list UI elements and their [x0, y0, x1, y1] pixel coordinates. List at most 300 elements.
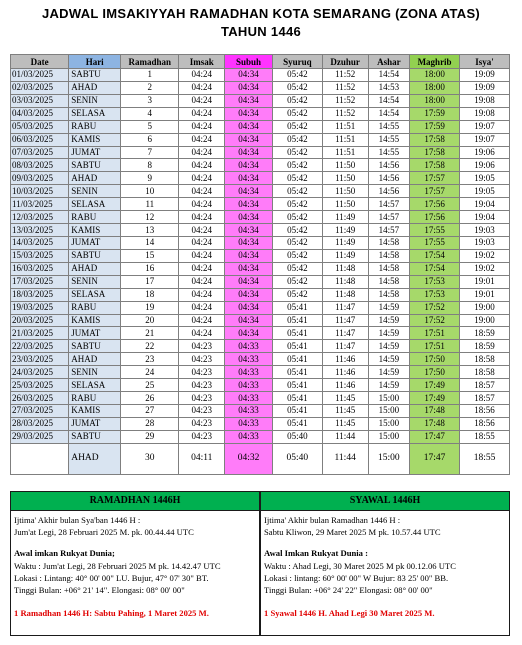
table-row	[11, 69, 510, 82]
syawal-box-header: SYAWAL 1446H	[261, 492, 509, 511]
cell-subuh: 04:34	[225, 301, 273, 314]
cell-dzuhur: 11:50	[322, 172, 368, 185]
cell-imsak: 04:24	[179, 94, 225, 107]
cell-imsak: 04:23	[179, 353, 225, 366]
syawal-conclusion: 1 Syawal 1446 H. Ahad Legi 30 Maret 2025 M.	[264, 608, 435, 619]
cell-date: 04/03/2025	[11, 107, 69, 120]
ramadhan-tinggi: Tinggi Bulan: +06° 21' 14". Elongasi: 08° 00' 00"	[14, 585, 185, 596]
table-row	[11, 146, 510, 159]
cell-hari: SELASA	[69, 107, 121, 120]
cell-ramadhan: 22	[121, 340, 179, 353]
cell-isya: 19:05	[460, 185, 510, 198]
syawal-awal-label: Awal Imkan Rukyat Dunia :	[264, 548, 368, 559]
cell-maghrib: 17:55	[410, 224, 460, 237]
cell-imsak: 04:24	[179, 262, 225, 275]
ramadhan-awal-label: Awal imkan Rukyat Dunia;	[14, 548, 115, 559]
cell-date: 12/03/2025	[11, 211, 69, 224]
cell-date: 23/03/2025	[11, 353, 69, 366]
cell-ashar: 14:58	[368, 236, 410, 249]
cell-dzuhur: 11:46	[322, 353, 368, 366]
cell-ramadhan: 20	[121, 314, 179, 327]
cell-dzuhur: 11:51	[322, 133, 368, 146]
cell-imsak: 04:23	[179, 366, 225, 379]
cell-hari: AHAD	[69, 172, 121, 185]
col-header-isya: Isya'	[460, 55, 510, 69]
cell-hari: RABU	[69, 120, 121, 133]
cell-isya: 19:01	[460, 288, 510, 301]
cell-dzuhur: 11:52	[322, 69, 368, 82]
syawal-ijtima-value: Sabtu Kliwon, 29 Maret 2025 M pk. 10.57.44 UTC	[264, 527, 441, 538]
cell-syuruq: 05:42	[272, 94, 322, 107]
cell-subuh: 04:34	[225, 224, 273, 237]
cell-dzuhur: 11:50	[322, 159, 368, 172]
table-row	[11, 430, 510, 443]
col-header-syuruq: Syuruq	[272, 55, 322, 69]
cell-isya: 19:04	[460, 198, 510, 211]
table-row	[11, 404, 510, 417]
cell-subuh: 04:34	[225, 146, 273, 159]
cell-date	[11, 443, 69, 474]
cell-dzuhur: 11:48	[322, 288, 368, 301]
cell-hari: SENIN	[69, 94, 121, 107]
cell-ashar: 14:56	[368, 185, 410, 198]
cell-dzuhur: 11:44	[322, 443, 368, 474]
cell-isya: 19:03	[460, 236, 510, 249]
cell-ramadhan: 30	[121, 443, 179, 474]
table-row	[11, 392, 510, 405]
table-row	[11, 417, 510, 430]
cell-dzuhur: 11:50	[322, 198, 368, 211]
table-row	[11, 133, 510, 146]
cell-ashar: 14:56	[368, 172, 410, 185]
cell-imsak: 04:24	[179, 185, 225, 198]
cell-ashar: 15:00	[368, 443, 410, 474]
cell-isya: 19:09	[460, 81, 510, 94]
cell-subuh: 04:33	[225, 404, 273, 417]
ramadhan-box-header: RAMADHAN 1446H	[11, 492, 259, 511]
cell-hari: JUMAT	[69, 146, 121, 159]
cell-date: 14/03/2025	[11, 236, 69, 249]
table-row	[11, 314, 510, 327]
cell-isya: 18:57	[460, 379, 510, 392]
cell-ramadhan: 15	[121, 249, 179, 262]
cell-subuh: 04:34	[225, 211, 273, 224]
cell-ashar: 14:58	[368, 249, 410, 262]
cell-imsak: 04:24	[179, 314, 225, 327]
cell-date: 26/03/2025	[11, 392, 69, 405]
cell-hari: AHAD	[69, 443, 121, 474]
cell-imsak: 04:24	[179, 288, 225, 301]
table-header	[11, 55, 510, 69]
cell-ashar: 14:59	[368, 366, 410, 379]
table-row	[11, 327, 510, 340]
cell-isya: 19:07	[460, 133, 510, 146]
cell-isya: 18:56	[460, 404, 510, 417]
cell-maghrib: 17:48	[410, 404, 460, 417]
cell-hari: KAMIS	[69, 404, 121, 417]
syawal-tinggi: Tinggi Bulan: +06° 24' 22" Elongasi: 08° 00' 00"	[264, 585, 433, 596]
cell-date: 02/03/2025	[11, 81, 69, 94]
cell-subuh: 04:34	[225, 69, 273, 82]
cell-maghrib: 17:56	[410, 198, 460, 211]
cell-hari: SABTU	[69, 430, 121, 443]
cell-dzuhur: 11:51	[322, 146, 368, 159]
cell-subuh: 04:33	[225, 340, 273, 353]
cell-subuh: 04:34	[225, 249, 273, 262]
cell-ashar: 14:58	[368, 262, 410, 275]
cell-dzuhur: 11:51	[322, 120, 368, 133]
cell-imsak: 04:24	[179, 275, 225, 288]
cell-isya: 19:03	[460, 224, 510, 237]
cell-date: 05/03/2025	[11, 120, 69, 133]
cell-syuruq: 05:41	[272, 353, 322, 366]
cell-subuh: 04:33	[225, 353, 273, 366]
table-row	[11, 198, 510, 211]
cell-syuruq: 05:41	[272, 301, 322, 314]
table-row	[11, 94, 510, 107]
cell-syuruq: 05:42	[272, 198, 322, 211]
cell-ramadhan: 29	[121, 430, 179, 443]
cell-syuruq: 05:42	[272, 107, 322, 120]
cell-dzuhur: 11:52	[322, 81, 368, 94]
cell-ramadhan: 9	[121, 172, 179, 185]
ramadhan-ijtima-label: Ijtima' Akhir bulan Sya'ban 1446 H :	[14, 515, 141, 525]
cell-syuruq: 05:41	[272, 314, 322, 327]
cell-syuruq: 05:42	[272, 185, 322, 198]
cell-ashar: 14:59	[368, 353, 410, 366]
cell-hari: RABU	[69, 211, 121, 224]
cell-isya: 19:08	[460, 107, 510, 120]
cell-date: 20/03/2025	[11, 314, 69, 327]
cell-imsak: 04:23	[179, 379, 225, 392]
cell-maghrib: 17:49	[410, 392, 460, 405]
cell-ramadhan: 7	[121, 146, 179, 159]
cell-ramadhan: 4	[121, 107, 179, 120]
cell-ramadhan: 26	[121, 392, 179, 405]
cell-ashar: 14:58	[368, 288, 410, 301]
cell-imsak: 04:11	[179, 443, 225, 474]
cell-isya: 18:57	[460, 392, 510, 405]
cell-syuruq: 05:40	[272, 430, 322, 443]
cell-imsak: 04:23	[179, 392, 225, 405]
col-header-dzuhur: Dzuhur	[322, 55, 368, 69]
cell-imsak: 04:23	[179, 430, 225, 443]
cell-isya: 19:05	[460, 172, 510, 185]
cell-syuruq: 05:42	[272, 236, 322, 249]
cell-subuh: 04:34	[225, 107, 273, 120]
cell-ramadhan: 14	[121, 236, 179, 249]
cell-maghrib: 17:50	[410, 353, 460, 366]
cell-dzuhur: 11:45	[322, 392, 368, 405]
cell-ashar: 14:55	[368, 120, 410, 133]
cell-isya: 19:07	[460, 120, 510, 133]
syawal-box-body	[261, 511, 509, 619]
cell-hari: KAMIS	[69, 133, 121, 146]
cell-ashar: 14:55	[368, 146, 410, 159]
cell-date: 19/03/2025	[11, 301, 69, 314]
cell-syuruq: 05:42	[272, 81, 322, 94]
ramadhan-conclusion: 1 Ramadhan 1446 H: Sabtu Pahing, 1 Maret 2025 M.	[14, 608, 209, 619]
cell-date: 15/03/2025	[11, 249, 69, 262]
cell-ashar: 15:00	[368, 430, 410, 443]
cell-ramadhan: 17	[121, 275, 179, 288]
cell-ashar: 14:53	[368, 81, 410, 94]
cell-date: 11/03/2025	[11, 198, 69, 211]
cell-maghrib: 17:58	[410, 159, 460, 172]
syawal-lokasi: Lokasi : lintang: 60° 00' 00" W Bujur: 83 25' 00" BB.	[264, 572, 449, 583]
table-row	[11, 81, 510, 94]
cell-isya: 19:00	[460, 314, 510, 327]
cell-maghrib: 17:49	[410, 379, 460, 392]
cell-ramadhan: 12	[121, 211, 179, 224]
cell-ashar: 14:54	[368, 107, 410, 120]
cell-hari: RABU	[69, 301, 121, 314]
cell-isya: 19:08	[460, 94, 510, 107]
cell-ashar: 14:54	[368, 94, 410, 107]
cell-imsak: 04:23	[179, 404, 225, 417]
cell-subuh: 04:33	[225, 430, 273, 443]
cell-subuh: 04:34	[225, 236, 273, 249]
table-row	[11, 211, 510, 224]
cell-maghrib: 17:57	[410, 172, 460, 185]
cell-ashar: 14:59	[368, 327, 410, 340]
cell-maghrib: 17:58	[410, 146, 460, 159]
cell-hari: AHAD	[69, 81, 121, 94]
cell-isya: 19:01	[460, 275, 510, 288]
cell-maghrib: 17:58	[410, 133, 460, 146]
cell-maghrib: 17:59	[410, 120, 460, 133]
cell-syuruq: 05:42	[272, 288, 322, 301]
cell-hari: RABU	[69, 392, 121, 405]
cell-isya: 19:06	[460, 159, 510, 172]
ramadhan-ijtima-value: Jum'at Legi, 28 Februari 2025 M. pk. 00.44.44 UTC	[14, 527, 194, 538]
cell-syuruq: 05:42	[272, 133, 322, 146]
cell-ashar: 15:00	[368, 392, 410, 405]
table-row	[11, 236, 510, 249]
cell-subuh: 04:34	[225, 198, 273, 211]
cell-ashar: 14:58	[368, 275, 410, 288]
cell-isya: 19:06	[460, 146, 510, 159]
cell-syuruq: 05:42	[272, 69, 322, 82]
cell-syuruq: 05:42	[272, 120, 322, 133]
syawal-info-box	[260, 491, 510, 636]
col-header-subuh: Subuh	[225, 55, 273, 69]
cell-imsak: 04:24	[179, 159, 225, 172]
cell-subuh: 04:32	[225, 443, 273, 474]
cell-ashar: 14:59	[368, 379, 410, 392]
page-title: JADWAL IMSAKIYYAH RAMADHAN KOTA SEMARANG (ZONA ATAS)	[41, 6, 481, 21]
cell-maghrib: 17:51	[410, 340, 460, 353]
cell-subuh: 04:33	[225, 379, 273, 392]
col-header-date: Date	[11, 55, 69, 69]
cell-dzuhur: 11:47	[322, 340, 368, 353]
cell-ramadhan: 21	[121, 327, 179, 340]
cell-hari: SENIN	[69, 185, 121, 198]
cell-imsak: 04:24	[179, 69, 225, 82]
cell-syuruq: 05:41	[272, 404, 322, 417]
cell-maghrib: 17:54	[410, 249, 460, 262]
col-header-maghrib: Maghrib	[410, 55, 460, 69]
cell-maghrib: 17:53	[410, 288, 460, 301]
cell-imsak: 04:24	[179, 146, 225, 159]
ramadhan-waktu: Waktu : Jum'at Legi, 28 Februari 2025 M pk. 14.42.47 UTC	[14, 560, 221, 571]
cell-syuruq: 05:42	[272, 262, 322, 275]
cell-hari: SABTU	[69, 249, 121, 262]
table-row	[11, 172, 510, 185]
cell-ramadhan: 5	[121, 120, 179, 133]
cell-isya: 19:02	[460, 262, 510, 275]
cell-date: 03/03/2025	[11, 94, 69, 107]
cell-isya: 18:56	[460, 417, 510, 430]
cell-syuruq: 05:42	[272, 146, 322, 159]
cell-hari: SABTU	[69, 159, 121, 172]
cell-isya: 19:04	[460, 211, 510, 224]
cell-maghrib: 17:52	[410, 301, 460, 314]
cell-maghrib: 17:55	[410, 236, 460, 249]
cell-imsak: 04:24	[179, 120, 225, 133]
col-header-hari: Hari	[69, 55, 121, 69]
cell-syuruq: 05:41	[272, 417, 322, 430]
cell-ramadhan: 25	[121, 379, 179, 392]
cell-ramadhan: 24	[121, 366, 179, 379]
cell-imsak: 04:24	[179, 211, 225, 224]
cell-dzuhur: 11:49	[322, 224, 368, 237]
cell-subuh: 04:33	[225, 392, 273, 405]
cell-hari: JUMAT	[69, 417, 121, 430]
cell-imsak: 04:24	[179, 107, 225, 120]
cell-dzuhur: 11:49	[322, 236, 368, 249]
cell-syuruq: 05:41	[272, 379, 322, 392]
table-row	[11, 262, 510, 275]
cell-ashar: 15:00	[368, 417, 410, 430]
syawal-ijtima-label: Ijtima' Akhir bulan Ramadhan 1446 H :	[264, 515, 401, 525]
cell-imsak: 04:24	[179, 224, 225, 237]
table-row	[11, 288, 510, 301]
cell-hari: SELASA	[69, 198, 121, 211]
cell-maghrib: 18:00	[410, 94, 460, 107]
cell-hari: SABTU	[69, 340, 121, 353]
cell-subuh: 04:34	[225, 159, 273, 172]
table-row	[11, 379, 510, 392]
cell-syuruq: 05:42	[272, 275, 322, 288]
cell-maghrib: 17:53	[410, 275, 460, 288]
cell-dzuhur: 11:46	[322, 379, 368, 392]
cell-syuruq: 05:42	[272, 249, 322, 262]
cell-maghrib: 17:51	[410, 327, 460, 340]
cell-date: 17/03/2025	[11, 275, 69, 288]
cell-dzuhur: 11:47	[322, 327, 368, 340]
cell-syuruq: 05:41	[272, 327, 322, 340]
cell-ashar: 14:54	[368, 69, 410, 82]
cell-ashar: 14:59	[368, 314, 410, 327]
cell-subuh: 04:34	[225, 327, 273, 340]
cell-maghrib: 18:00	[410, 69, 460, 82]
cell-imsak: 04:24	[179, 133, 225, 146]
cell-isya: 18:59	[460, 327, 510, 340]
table-row	[11, 107, 510, 120]
cell-dzuhur: 11:48	[322, 275, 368, 288]
col-header-imsak: Imsak	[179, 55, 225, 69]
cell-date: 10/03/2025	[11, 185, 69, 198]
cell-subuh: 04:33	[225, 417, 273, 430]
cell-ramadhan: 27	[121, 404, 179, 417]
cell-dzuhur: 11:49	[322, 211, 368, 224]
cell-isya: 19:02	[460, 249, 510, 262]
cell-subuh: 04:34	[225, 262, 273, 275]
cell-ashar: 14:59	[368, 301, 410, 314]
syawal-waktu: Waktu : Ahad Legi, 30 Maret 2025 M pk 00.12.06 UTC	[264, 560, 456, 571]
cell-ramadhan: 8	[121, 159, 179, 172]
cell-dzuhur: 11:44	[322, 430, 368, 443]
cell-subuh: 04:34	[225, 120, 273, 133]
cell-subuh: 04:34	[225, 172, 273, 185]
cell-ramadhan: 3	[121, 94, 179, 107]
cell-hari: KAMIS	[69, 314, 121, 327]
cell-maghrib: 17:48	[410, 417, 460, 430]
cell-isya: 18:59	[460, 340, 510, 353]
cell-ramadhan: 13	[121, 224, 179, 237]
cell-syuruq: 05:42	[272, 159, 322, 172]
cell-syuruq: 05:41	[272, 392, 322, 405]
cell-ramadhan: 2	[121, 81, 179, 94]
cell-subuh: 04:34	[225, 275, 273, 288]
cell-isya: 19:00	[460, 301, 510, 314]
cell-ashar: 14:55	[368, 133, 410, 146]
cell-date: 22/03/2025	[11, 340, 69, 353]
table-row	[11, 185, 510, 198]
cell-maghrib: 17:57	[410, 185, 460, 198]
cell-dzuhur: 11:47	[322, 301, 368, 314]
table-row	[11, 120, 510, 133]
cell-ashar: 14:59	[368, 340, 410, 353]
cell-hari: SELASA	[69, 288, 121, 301]
cell-dzuhur: 11:45	[322, 404, 368, 417]
cell-ramadhan: 18	[121, 288, 179, 301]
cell-date: 18/03/2025	[11, 288, 69, 301]
cell-imsak: 04:23	[179, 340, 225, 353]
cell-hari: JUMAT	[69, 327, 121, 340]
cell-imsak: 04:24	[179, 198, 225, 211]
cell-syuruq: 05:40	[272, 443, 322, 474]
cell-date: 24/03/2025	[11, 366, 69, 379]
cell-isya: 18:55	[460, 430, 510, 443]
cell-date: 29/03/2025	[11, 430, 69, 443]
cell-ramadhan: 10	[121, 185, 179, 198]
cell-dzuhur: 11:45	[322, 417, 368, 430]
cell-imsak: 04:23	[179, 417, 225, 430]
cell-date: 27/03/2025	[11, 404, 69, 417]
ramadhan-lokasi: Lokasi : Lintang: 40° 00' 00" LU. Bujur, 47° 07' 30" BT.	[14, 572, 209, 583]
col-header-ashar: Ashar	[368, 55, 410, 69]
cell-ashar: 14:57	[368, 198, 410, 211]
cell-dzuhur: 11:48	[322, 262, 368, 275]
cell-subuh: 04:34	[225, 185, 273, 198]
cell-syuruq: 05:41	[272, 366, 322, 379]
table-row	[11, 159, 510, 172]
cell-date: 16/03/2025	[11, 262, 69, 275]
cell-maghrib: 17:52	[410, 314, 460, 327]
cell-ashar: 14:57	[368, 211, 410, 224]
col-header-ramadhan: Ramadhan	[121, 55, 179, 69]
cell-dzuhur: 11:49	[322, 249, 368, 262]
cell-isya: 19:09	[460, 69, 510, 82]
cell-ashar: 15:00	[368, 404, 410, 417]
cell-subuh: 04:34	[225, 94, 273, 107]
cell-syuruq: 05:42	[272, 172, 322, 185]
cell-date: 06/03/2025	[11, 133, 69, 146]
cell-ramadhan: 23	[121, 353, 179, 366]
cell-date: 13/03/2025	[11, 224, 69, 237]
